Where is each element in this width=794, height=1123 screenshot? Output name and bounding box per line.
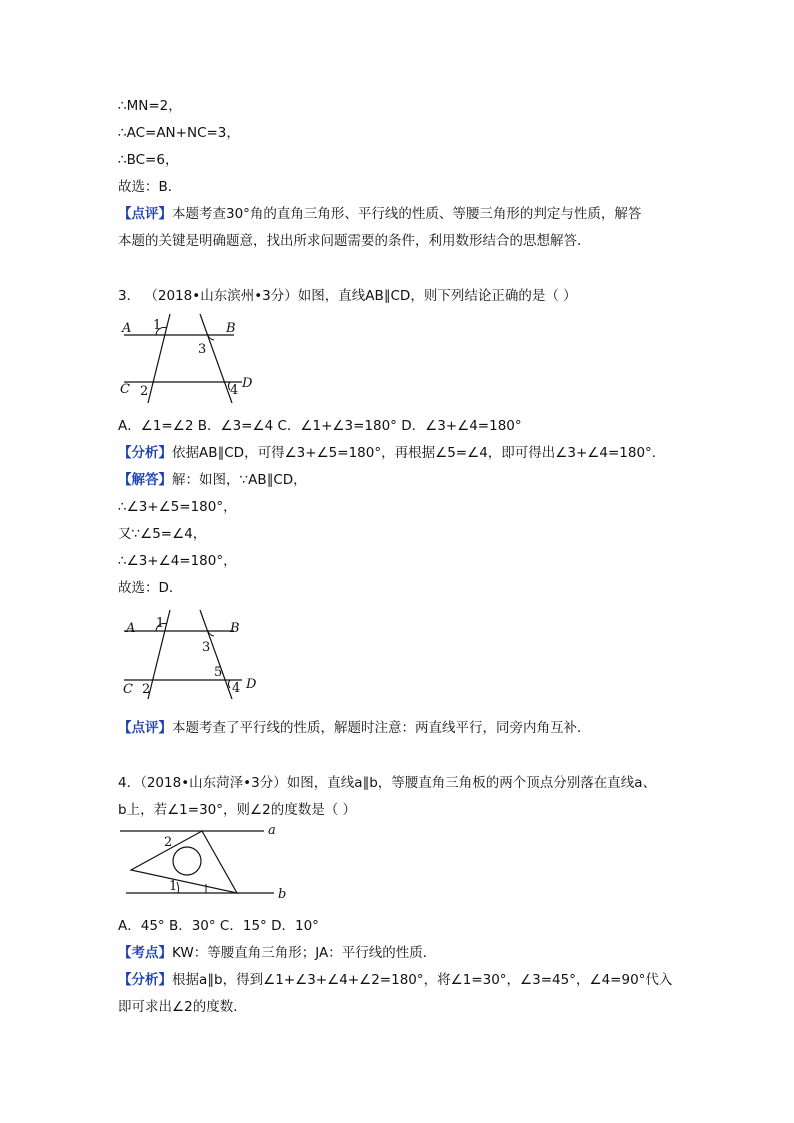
analysis-tag: 【分析】 bbox=[118, 445, 172, 461]
text-line: 又∵∠5=∠4， bbox=[118, 526, 207, 542]
keypoint-tag: 【考点】 bbox=[118, 945, 172, 961]
label-2: 2 bbox=[140, 384, 149, 399]
solution-line bbox=[118, 470, 307, 490]
label-1: 1 bbox=[153, 318, 162, 333]
label-b: B bbox=[226, 321, 236, 336]
analysis-text: 根据a∥b，得到∠1+∠3+∠4+∠2=180°，将∠1=30°，∠3=45°，∠4=90°代入 bbox=[172, 972, 673, 988]
label-angle-2: 2 bbox=[164, 835, 173, 850]
text-line: ∴AC=AN+NC=3， bbox=[118, 125, 240, 141]
solution-text: 解：如图，∵AB∥CD， bbox=[172, 472, 307, 488]
label-a: A bbox=[122, 321, 132, 336]
analysis-text: 依据AB∥CD，可得∠3+∠5=180°，再根据∠5=∠4，即可得出∠3+∠4=180°． bbox=[172, 445, 666, 461]
label-line-a: a bbox=[268, 823, 276, 838]
analysis-tag: 【分析】 bbox=[118, 972, 172, 988]
text-line: ∴∠3+∠5=180°， bbox=[118, 499, 237, 515]
label-4: 4 bbox=[232, 681, 241, 696]
text-line: 即可求出∠2的度数． bbox=[118, 999, 247, 1015]
label-b: B bbox=[230, 621, 240, 636]
question-4-figure bbox=[118, 820, 298, 904]
label-3: 3 bbox=[198, 342, 207, 357]
text-line: ∴BC=6， bbox=[118, 152, 179, 168]
text-line: 故选：D． bbox=[118, 580, 183, 596]
label-d: D bbox=[246, 677, 257, 692]
question-4-stem: b上，若∠1=30°，则∠2的度数是（ ） bbox=[118, 802, 356, 818]
text-line: ∴MN=2， bbox=[118, 98, 182, 114]
question-3-options: A．∠1=∠2 B．∠3=∠4 C．∠1+∠3=180° D．∠3+∠4=180° bbox=[118, 418, 522, 434]
comment-text: 本题考查了平行线的性质，解题时注意：两直线平行，同旁内角互补． bbox=[172, 720, 591, 736]
label-d: D bbox=[242, 376, 253, 391]
keypoint-line bbox=[118, 943, 436, 963]
comment-text: 本题考查30°角的直角三角形、平行线的性质、等腰三角形的判定与性质，解答 bbox=[172, 206, 642, 222]
comment-tag: 【点评】 bbox=[118, 720, 172, 736]
angle-4-arc bbox=[228, 680, 230, 688]
comment-line bbox=[118, 718, 591, 738]
label-3: 3 bbox=[202, 640, 211, 655]
solution-tag: 【解答】 bbox=[118, 472, 172, 488]
question-4-options: A．45° B．30° C．15° D．10° bbox=[118, 918, 319, 934]
ruler-hole bbox=[173, 847, 201, 875]
label-line-b: b bbox=[278, 887, 287, 902]
label-4: 4 bbox=[230, 383, 239, 398]
analysis-line bbox=[118, 970, 672, 990]
label-2: 2 bbox=[142, 682, 151, 697]
text-line: 故选：B． bbox=[118, 179, 182, 195]
label-c: C bbox=[123, 682, 133, 697]
label-angle-1: 1 bbox=[169, 879, 178, 894]
comment-tag: 【点评】 bbox=[118, 206, 172, 222]
question-3-figure bbox=[118, 312, 268, 404]
question-4-stem: 4．（2018•山东菏泽•3分）如图，直线a∥b，等腰直角三角板的两个顶点分别落在直线a、 bbox=[118, 775, 657, 791]
label-a: A bbox=[126, 621, 136, 636]
question-3-solution-figure bbox=[118, 608, 268, 700]
analysis-line bbox=[118, 443, 665, 463]
text-line: 本题的关键是明确题意，找出所求问题需要的条件，利用数形结合的思想解答． bbox=[118, 233, 591, 249]
label-c: C bbox=[120, 382, 130, 397]
triangle-ruler bbox=[131, 831, 237, 893]
label-1: 1 bbox=[156, 616, 165, 631]
comment-line bbox=[118, 204, 641, 224]
text-line: ∴∠3+∠4=180°， bbox=[118, 553, 237, 569]
label-5: 5 bbox=[214, 665, 223, 680]
question-3-stem: 3． （2018•山东滨州•3分）如图，直线AB∥CD，则下列结论正确的是（ ） bbox=[118, 288, 577, 304]
keypoint-text: KW：等腰直角三角形；JA：平行线的性质． bbox=[172, 945, 437, 961]
